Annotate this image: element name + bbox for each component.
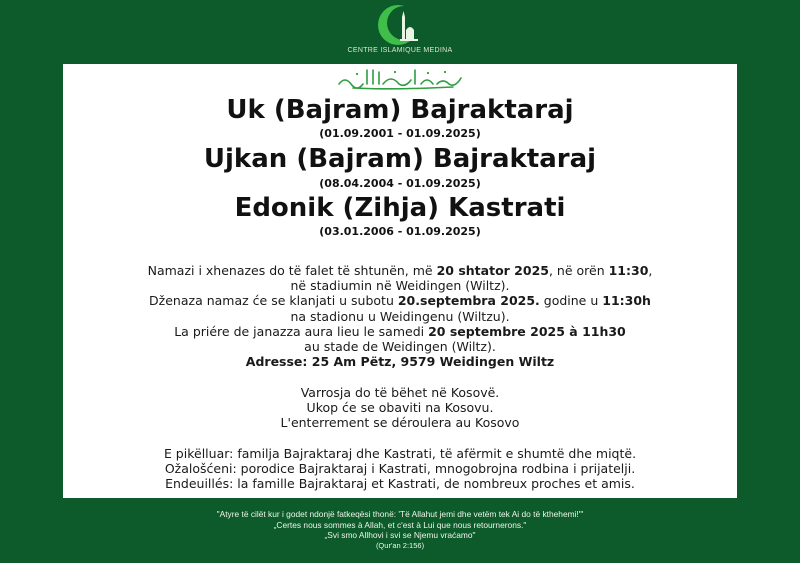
- mourners-fr: Endeuillés: la famille Bajraktaraj et Kastrati, de nombreux proches et amis.: [165, 476, 635, 492]
- deceased-name-3: Edonik (Zihja) Kastrati: [234, 193, 566, 223]
- mourners-sq: E pikëlluar: familja Bajraktaraj dhe Kastrati, të afërmit e shumtë dhe miqtë.: [163, 446, 637, 461]
- prayer-place-fr: au stade de Weidingen (Wiltz).: [304, 339, 496, 355]
- quote-sq: "Atyre të cilët kur i godet ndonjë fatkeqësi thonë: 'Të Allahut jemi dhe vetëm tek Ai do të kthehemi!'": [216, 509, 584, 519]
- deceased-dates-3: (03.01.2006 - 01.09.2025): [319, 225, 481, 238]
- burial-bs: Ukop će se obaviti na Kosovu.: [306, 400, 494, 416]
- prayer-place-bs: na stadionu u Weidingenu (Wiltzu).: [290, 308, 510, 324]
- prayer-info: [63, 263, 737, 369]
- quote-fr: „Certes nous sommes à Allah, et c'est à Lui que nous retournerons.": [273, 519, 527, 530]
- prayer-place-sq: në stadiumin në Weidingen (Wiltz).: [290, 278, 510, 294]
- header: [0, 0, 800, 64]
- obituary-card: [63, 64, 737, 498]
- crescent-mosque-icon: [376, 3, 424, 47]
- mourners-info: [63, 446, 737, 492]
- deceased-name-1: Uk (Bajram) Bajraktaraj: [226, 95, 574, 125]
- prayer-line-sq: Namazi i xhenazes do të falet të shtunën, më 20 shtator 2025, në orën 11:30,: [147, 263, 653, 278]
- prayer-line-bs: Dženaza namaz će se klanjati u subotu 20.septembra 2025. godine u 11:30h: [149, 293, 651, 309]
- org-name: CENTRE ISLAMIQUE MEDINA: [347, 47, 453, 54]
- deceased-dates-2: (08.04.2004 - 01.09.2025): [319, 177, 481, 190]
- mourners-bs: Ožalošćeni: porodice Bajraktaraj i Kastrati, mnogobrojna rodbina i prijatelji.: [164, 461, 636, 477]
- quote-reference: (Qur'an 2:156): [375, 540, 425, 550]
- address: Adresse: 25 Am Pëtz, 9579 Weidingen Wiltz: [245, 354, 555, 370]
- burial-info: [63, 385, 737, 431]
- quote-bs: „Svi smo Allhovi i svi se Njemu vraćamo": [324, 530, 476, 540]
- burial-fr: L'enterrement se déroulera au Kosovo: [280, 415, 520, 431]
- prayer-line-fr: La priére de janazza aura lieu le samedi 20 septembre 2025 à 11h30: [174, 323, 626, 339]
- deceased-dates-1: (01.09.2001 - 01.09.2025): [319, 127, 481, 140]
- deceased-name-2: Ujkan (Bajram) Bajraktaraj: [203, 144, 597, 174]
- burial-sq: Varrosja do të bëhet në Kosovë.: [300, 385, 500, 400]
- quran-quote: [0, 509, 800, 551]
- arabic-calligraphy-icon: [333, 66, 468, 90]
